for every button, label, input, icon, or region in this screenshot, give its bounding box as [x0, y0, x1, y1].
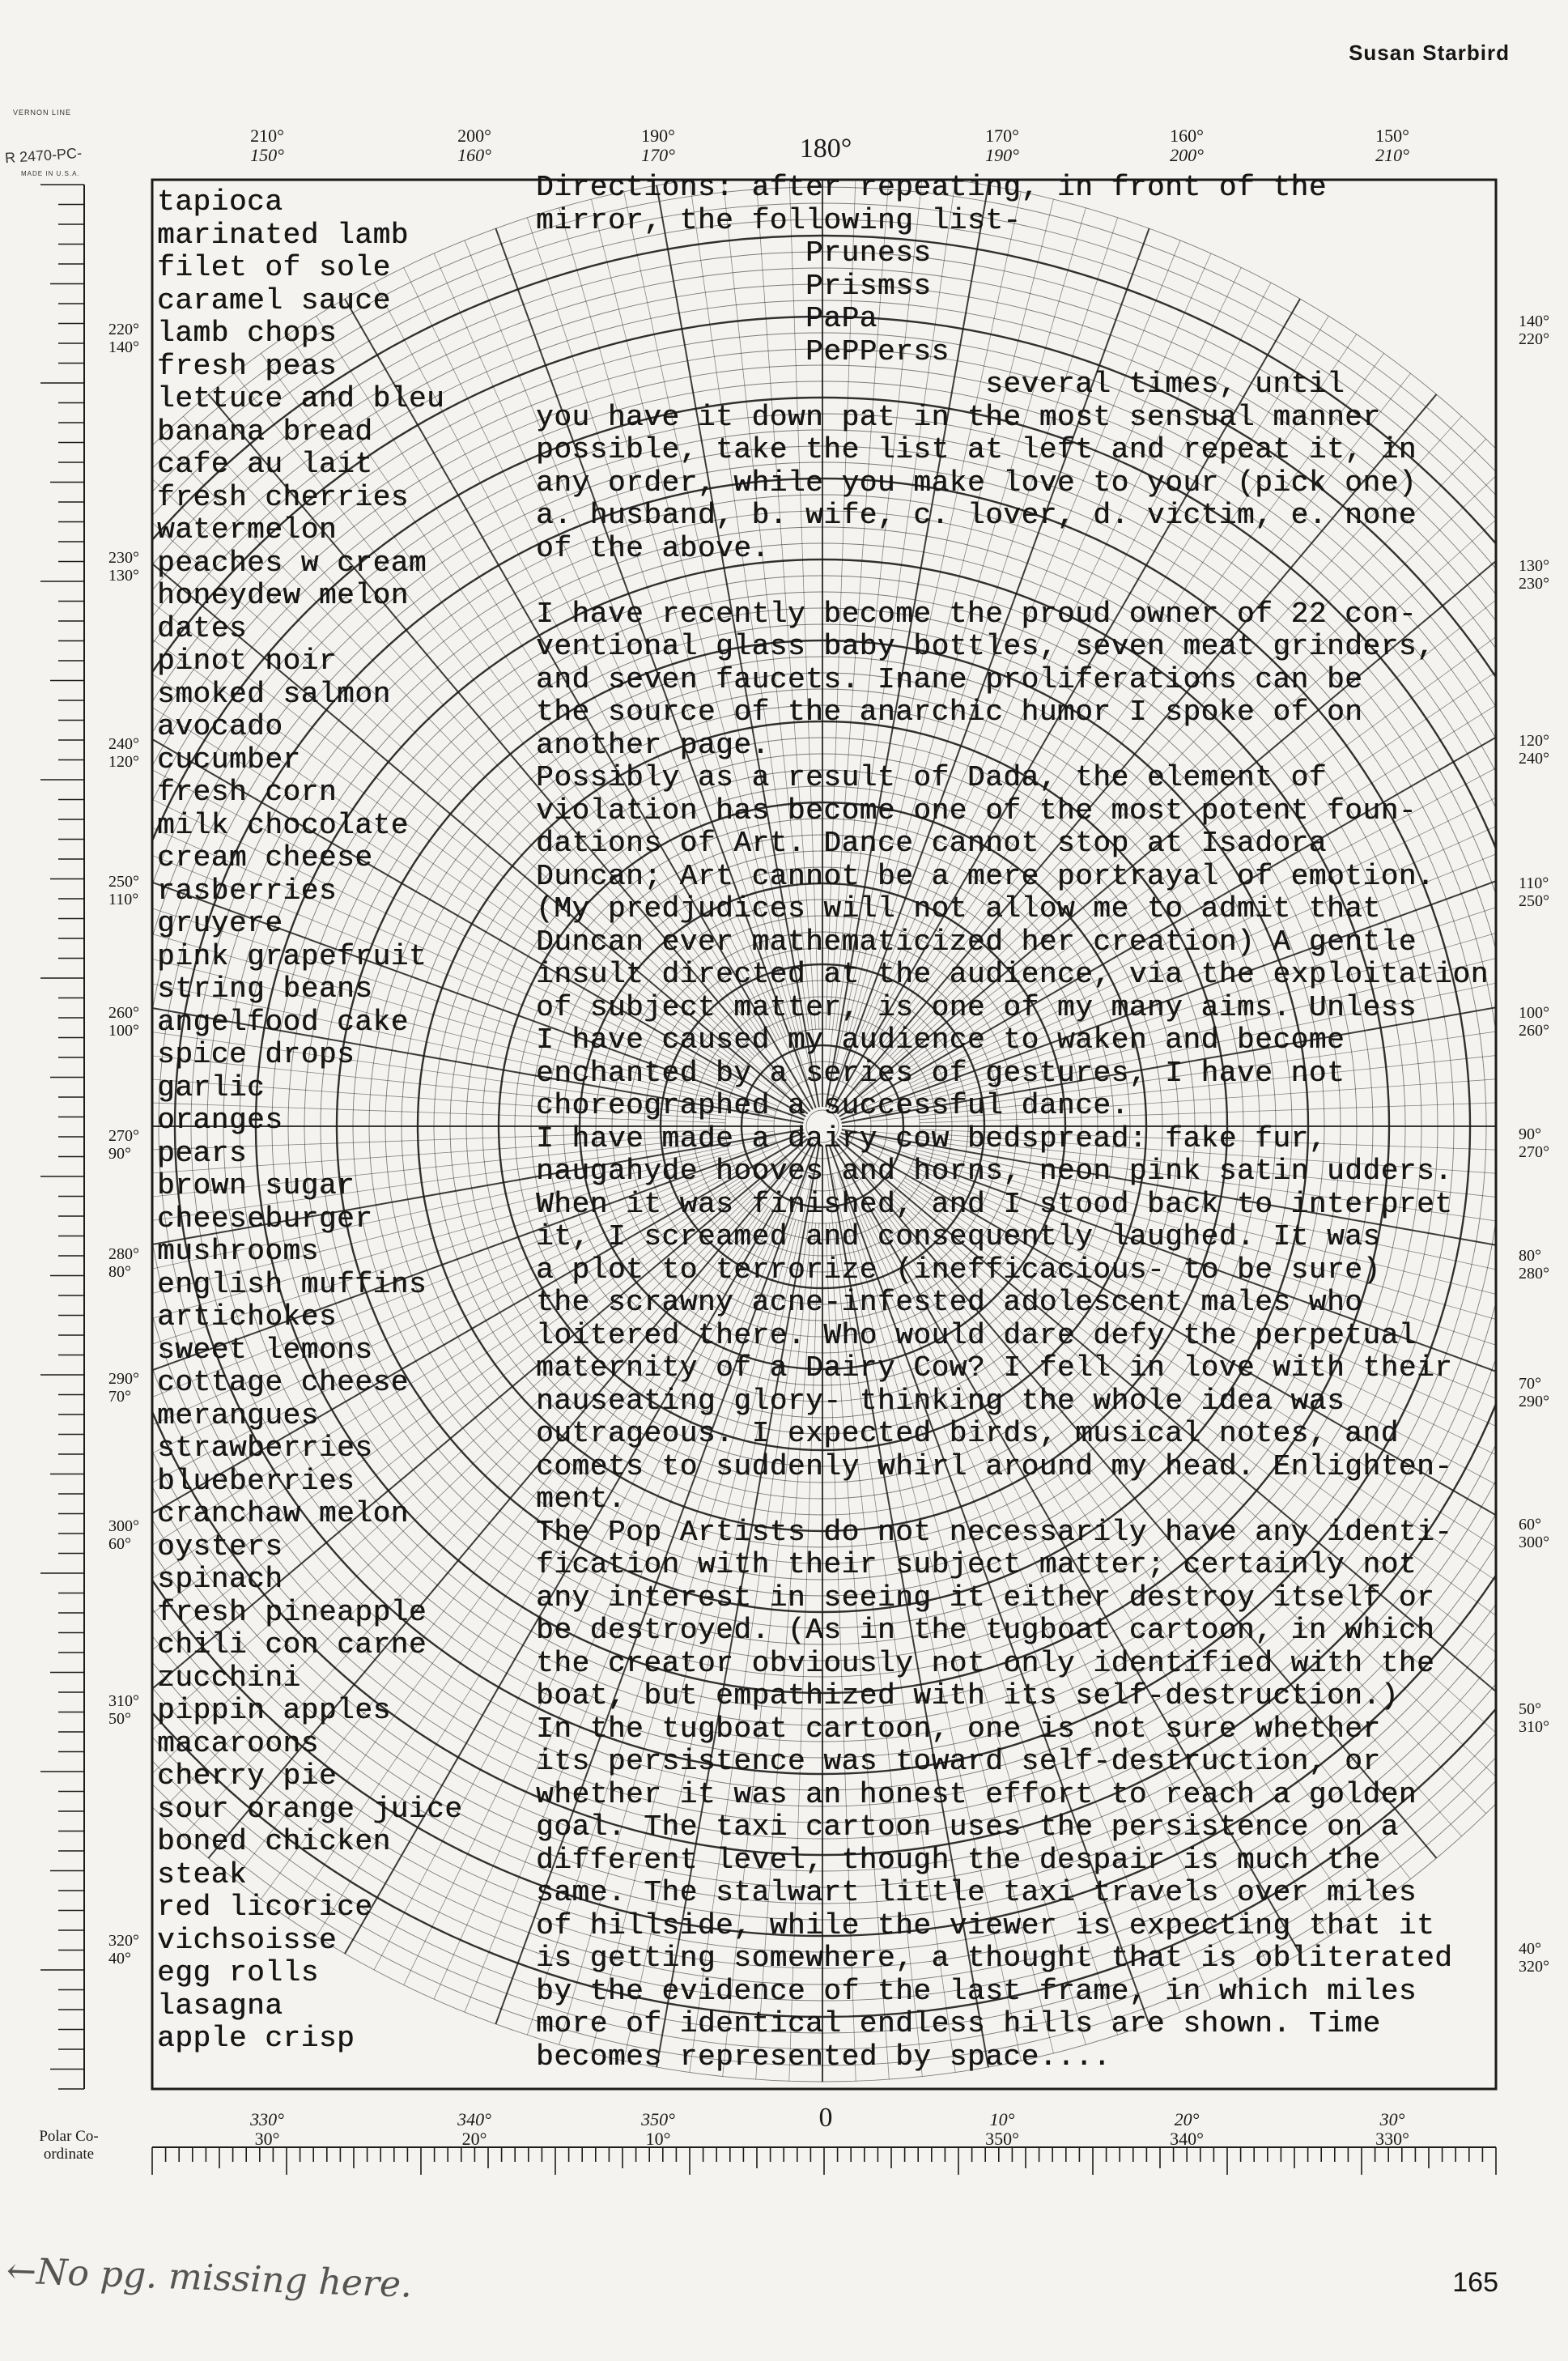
right-label: 110° 250°: [1519, 874, 1549, 910]
directions-line: PePPerss: [536, 334, 950, 368]
directions-line: Pruness: [536, 236, 932, 270]
bottom-label: 20° 340°: [1170, 2109, 1204, 2149]
directions-line: In the tugboat cartoon, one is not sure whether: [536, 1712, 1381, 1746]
food-list-item: marinated lamb: [157, 218, 409, 252]
directions-line: I have recently become the proud owner of 22 con-: [536, 597, 1417, 631]
directions-text: [536, 172, 1489, 2074]
directions-line: whether it was an honest effort to reach a golden: [536, 1777, 1417, 1811]
left-label: 310° 50°: [108, 1692, 139, 1728]
vendor-code: R 2470-PC-: [4, 144, 83, 167]
food-list-item: steak: [157, 1857, 248, 1891]
food-list-item: banana bread: [157, 415, 373, 449]
food-list-item: macaroons: [157, 1726, 319, 1760]
right-label: 80° 280°: [1519, 1247, 1549, 1283]
directions-line: outrageous. I expected birds, musical notes, and: [536, 1417, 1399, 1450]
directions-line: Possibly as a result of Dada, the element of: [536, 761, 1327, 794]
directions-line: maternity of a Dairy Cow? I fell in love with their: [536, 1351, 1453, 1385]
top-label: 150° 210°: [1375, 125, 1409, 165]
directions-line: any interest in seeing it either destroy itself or: [536, 1580, 1435, 1614]
directions-line: I have caused my audience to waken and become: [536, 1023, 1345, 1057]
left-label: 250° 110°: [108, 873, 139, 908]
directions-line: is getting somewhere, a thought that is obliterated: [536, 1942, 1453, 1975]
food-list-item: chili con carne: [157, 1628, 427, 1661]
food-list-item: filet of sole: [157, 251, 391, 284]
left-label: 320° 40°: [108, 1932, 139, 1968]
directions-line: PaPa: [536, 302, 877, 335]
left-label: 280° 80°: [108, 1245, 139, 1281]
food-list: [157, 186, 462, 2056]
left-label: 260° 100°: [108, 1004, 139, 1040]
right-label: 90° 270°: [1519, 1125, 1549, 1161]
food-list-item: cucumber: [157, 742, 301, 776]
food-list-item: spinach: [157, 1563, 283, 1596]
food-list-item: tapioca: [157, 185, 283, 219]
food-list-item: cream cheese: [157, 841, 373, 874]
food-list-item: dates: [157, 611, 248, 645]
food-list-item: sweet lemons: [157, 1333, 373, 1367]
food-list-item: pink grapefruit: [157, 939, 427, 973]
directions-line: be destroyed. (As in the tugboat cartoon, in which: [536, 1614, 1435, 1647]
directions-line: becomes represented by space....: [536, 2040, 1111, 2074]
food-list-item: zucchini: [157, 1661, 301, 1695]
directions-line: you have it down pat in the most sensual manner: [536, 400, 1381, 434]
food-list-item: angelfood cake: [157, 1005, 409, 1039]
directions-line: the creator obviously not only identified with the: [536, 1646, 1435, 1680]
directions-line: nauseating glory- thinking the whole idea was: [536, 1384, 1345, 1418]
directions-line: by the evidence of the last frame, in which miles: [536, 1974, 1417, 2008]
food-list-item: strawberries: [157, 1431, 373, 1465]
directions-line: different level, though the despair is much the: [536, 1843, 1381, 1877]
top-label-180: 180°: [799, 134, 852, 164]
top-label: 210° 150°: [250, 125, 284, 165]
food-list-item: cheeseburger: [157, 1202, 373, 1236]
food-list-item: lasagna: [157, 1989, 283, 2023]
top-label: 160° 200°: [1170, 125, 1204, 165]
food-list-item: artichokes: [157, 1300, 338, 1334]
left-label: 220° 140°: [108, 321, 139, 356]
right-label: 130° 230°: [1519, 557, 1549, 593]
directions-line: [536, 565, 1489, 598]
directions-line: another page.: [536, 728, 770, 762]
right-label: 50° 310°: [1519, 1700, 1549, 1736]
top-label: 200° 160°: [457, 125, 491, 165]
food-list-item: lamb chops: [157, 317, 338, 350]
directions-line: goal. The taxi cartoon uses the persistence on a: [536, 1810, 1399, 1844]
directions-line: Prismss: [536, 269, 932, 303]
food-list-item: watermelon: [157, 513, 338, 547]
directions-line: the scrawny acne-infested adolescent males who: [536, 1286, 1363, 1319]
directions-line: dations of Art. Dance cannot stop at Isadora: [536, 827, 1327, 860]
food-list-item: caramel sauce: [157, 283, 391, 317]
food-list-item: avocado: [157, 710, 283, 743]
right-label: 70° 290°: [1519, 1375, 1549, 1410]
directions-line: it, I screamed and consequently laughed. It was: [536, 1220, 1381, 1253]
right-label: 60° 300°: [1519, 1516, 1549, 1551]
right-label: 120° 240°: [1519, 732, 1549, 768]
bottom-label: 10° 350°: [985, 2109, 1019, 2149]
food-list-item: honeydew melon: [157, 579, 409, 612]
food-list-item: boned chicken: [157, 1825, 391, 1858]
food-list-item: smoked salmon: [157, 677, 391, 711]
food-list-item: pears: [157, 1136, 248, 1170]
directions-line: same. The stalwart little taxi travels over miles: [536, 1876, 1417, 1909]
food-list-item: oysters: [157, 1529, 283, 1563]
directions-line: more of identical endless hills are shown. Time: [536, 2007, 1381, 2040]
directions-line: any order, while you make love to your (pick one): [536, 466, 1417, 500]
directions-line: loitered there. Who would dare defy the perpetual: [536, 1318, 1417, 1352]
handwritten-note: ←No pg. missing here.: [6, 2250, 413, 2306]
left-label: 290° 70°: [108, 1370, 139, 1406]
left-label: 230° 130°: [108, 549, 139, 585]
food-list-item: merangues: [157, 1398, 319, 1432]
food-list-item: blueberries: [157, 1464, 355, 1498]
directions-line: choreographed a successful dance.: [536, 1089, 1129, 1122]
polar-coordinate-label: Polar Co-ordinate: [39, 2128, 99, 2163]
bottom-label: 340° 20°: [457, 2109, 491, 2149]
top-label: 170° 190°: [985, 125, 1019, 165]
directions-line: fication with their subject matter; certainly not: [536, 1548, 1417, 1581]
directions-line: Duncan ever mathematicized her creation) A gentle: [536, 925, 1417, 959]
food-list-item: garlic: [157, 1070, 266, 1104]
directions-line: of subject matter, is one of my many aims. Unless: [536, 990, 1417, 1024]
bottom-label: 350° 10°: [641, 2109, 675, 2149]
food-list-item: fresh corn: [157, 776, 338, 809]
directions-line: Duncan; Art cannot be a mere portrayal of emotion.: [536, 859, 1435, 893]
food-list-item: fresh peas: [157, 349, 338, 383]
author-name: Susan Starbird: [1349, 40, 1510, 65]
directions-line: (My predjudices will not allow me to admit that: [536, 892, 1381, 925]
directions-line: and seven faucets. Inane proliferations can be: [536, 662, 1363, 696]
food-list-item: sour orange juice: [157, 1792, 463, 1826]
right-label: 140° 220°: [1519, 313, 1549, 348]
directions-line: comets to suddenly whirl around my head. Enlighten-: [536, 1449, 1453, 1483]
food-list-item: rasberries: [157, 874, 338, 908]
food-list-item: vichsoisse: [157, 1923, 338, 1957]
directions-line: the source of the anarchic humor I spoke of on: [536, 696, 1363, 729]
left-label: 270° 90°: [108, 1127, 139, 1163]
food-list-item: lettuce and bleu: [157, 382, 445, 415]
food-list-item: peaches w cream: [157, 546, 427, 580]
directions-line: a plot to terrorize (inefficacious- to be sure): [536, 1253, 1381, 1287]
bottom-label: 330° 30°: [250, 2109, 284, 2149]
directions-line: ventional glass baby bottles, seven meat grinders,: [536, 630, 1435, 663]
food-list-item: string beans: [157, 972, 373, 1006]
food-list-item: oranges: [157, 1104, 283, 1137]
directions-line: I have made a dairy cow bedspread: fake fur,: [536, 1121, 1327, 1155]
food-list-item: cranchaw melon: [157, 1497, 409, 1530]
vendor-brand: VERNON LINE: [13, 108, 72, 117]
bottom-label-0: 0: [818, 2103, 833, 2133]
food-list-item: mushrooms: [157, 1235, 319, 1268]
directions-line: naugahyde hooves and horns, neon pink satin udders.: [536, 1155, 1453, 1188]
directions-line: a. husband, b. wife, c. lover, d. victim, e. none: [536, 499, 1417, 532]
right-label: 40° 320°: [1519, 1940, 1549, 1976]
directions-line: enchanted by a series of gestures, I have not: [536, 1056, 1345, 1090]
page-number: 165: [1452, 2267, 1498, 2298]
left-label: 240° 120°: [108, 735, 139, 771]
directions-line: several times, until: [536, 368, 1345, 401]
food-list-item: english muffins: [157, 1267, 427, 1301]
directions-line: When it was finished, and I stood back to interpret: [536, 1187, 1453, 1221]
directions-line: of the above.: [536, 531, 770, 565]
bottom-label: 30° 330°: [1375, 2109, 1409, 2149]
food-list-item: cherry pie: [157, 1759, 338, 1793]
food-list-item: egg rolls: [157, 1956, 319, 1989]
food-list-item: red licorice: [157, 1891, 373, 1924]
food-list-item: fresh cherries: [157, 480, 409, 514]
directions-line: its persistence was toward self-destruction, or: [536, 1745, 1381, 1778]
right-label: 100° 260°: [1519, 1004, 1549, 1040]
food-list-item: cottage cheese: [157, 1366, 409, 1399]
top-label: 190° 170°: [641, 125, 675, 165]
vendor-made-in: MADE IN U.S.A.: [21, 170, 80, 177]
food-list-item: spice drops: [157, 1038, 355, 1071]
directions-line: possible, take the list at left and repeat it, in: [536, 433, 1417, 466]
food-list-item: apple crisp: [157, 2022, 355, 2055]
food-list-item: cafe au lait: [157, 448, 373, 481]
directions-line: Directions: after repeating, in front of the: [536, 171, 1327, 204]
food-list-item: brown sugar: [157, 1169, 355, 1202]
directions-line: mirror, the following list-: [536, 203, 1022, 237]
directions-line: insult directed at the audience, via the exploitation: [536, 958, 1489, 991]
food-list-item: milk chocolate: [157, 808, 409, 842]
food-list-item: gruyere: [157, 907, 283, 940]
food-list-item: pinot noir: [157, 644, 338, 678]
food-list-item: pippin apples: [157, 1694, 391, 1727]
directions-line: violation has become one of the most potent foun-: [536, 793, 1417, 827]
left-label: 300° 60°: [108, 1517, 139, 1553]
directions-line: of hillside, while the viewer is expecting that it: [536, 1908, 1435, 1942]
food-list-item: fresh pineapple: [157, 1595, 427, 1629]
directions-line: ment.: [536, 1483, 627, 1516]
directions-line: The Pop Artists do not necessarily have any identi-: [536, 1515, 1453, 1549]
directions-line: boat, but empathized with its self-destruction.): [536, 1679, 1399, 1712]
